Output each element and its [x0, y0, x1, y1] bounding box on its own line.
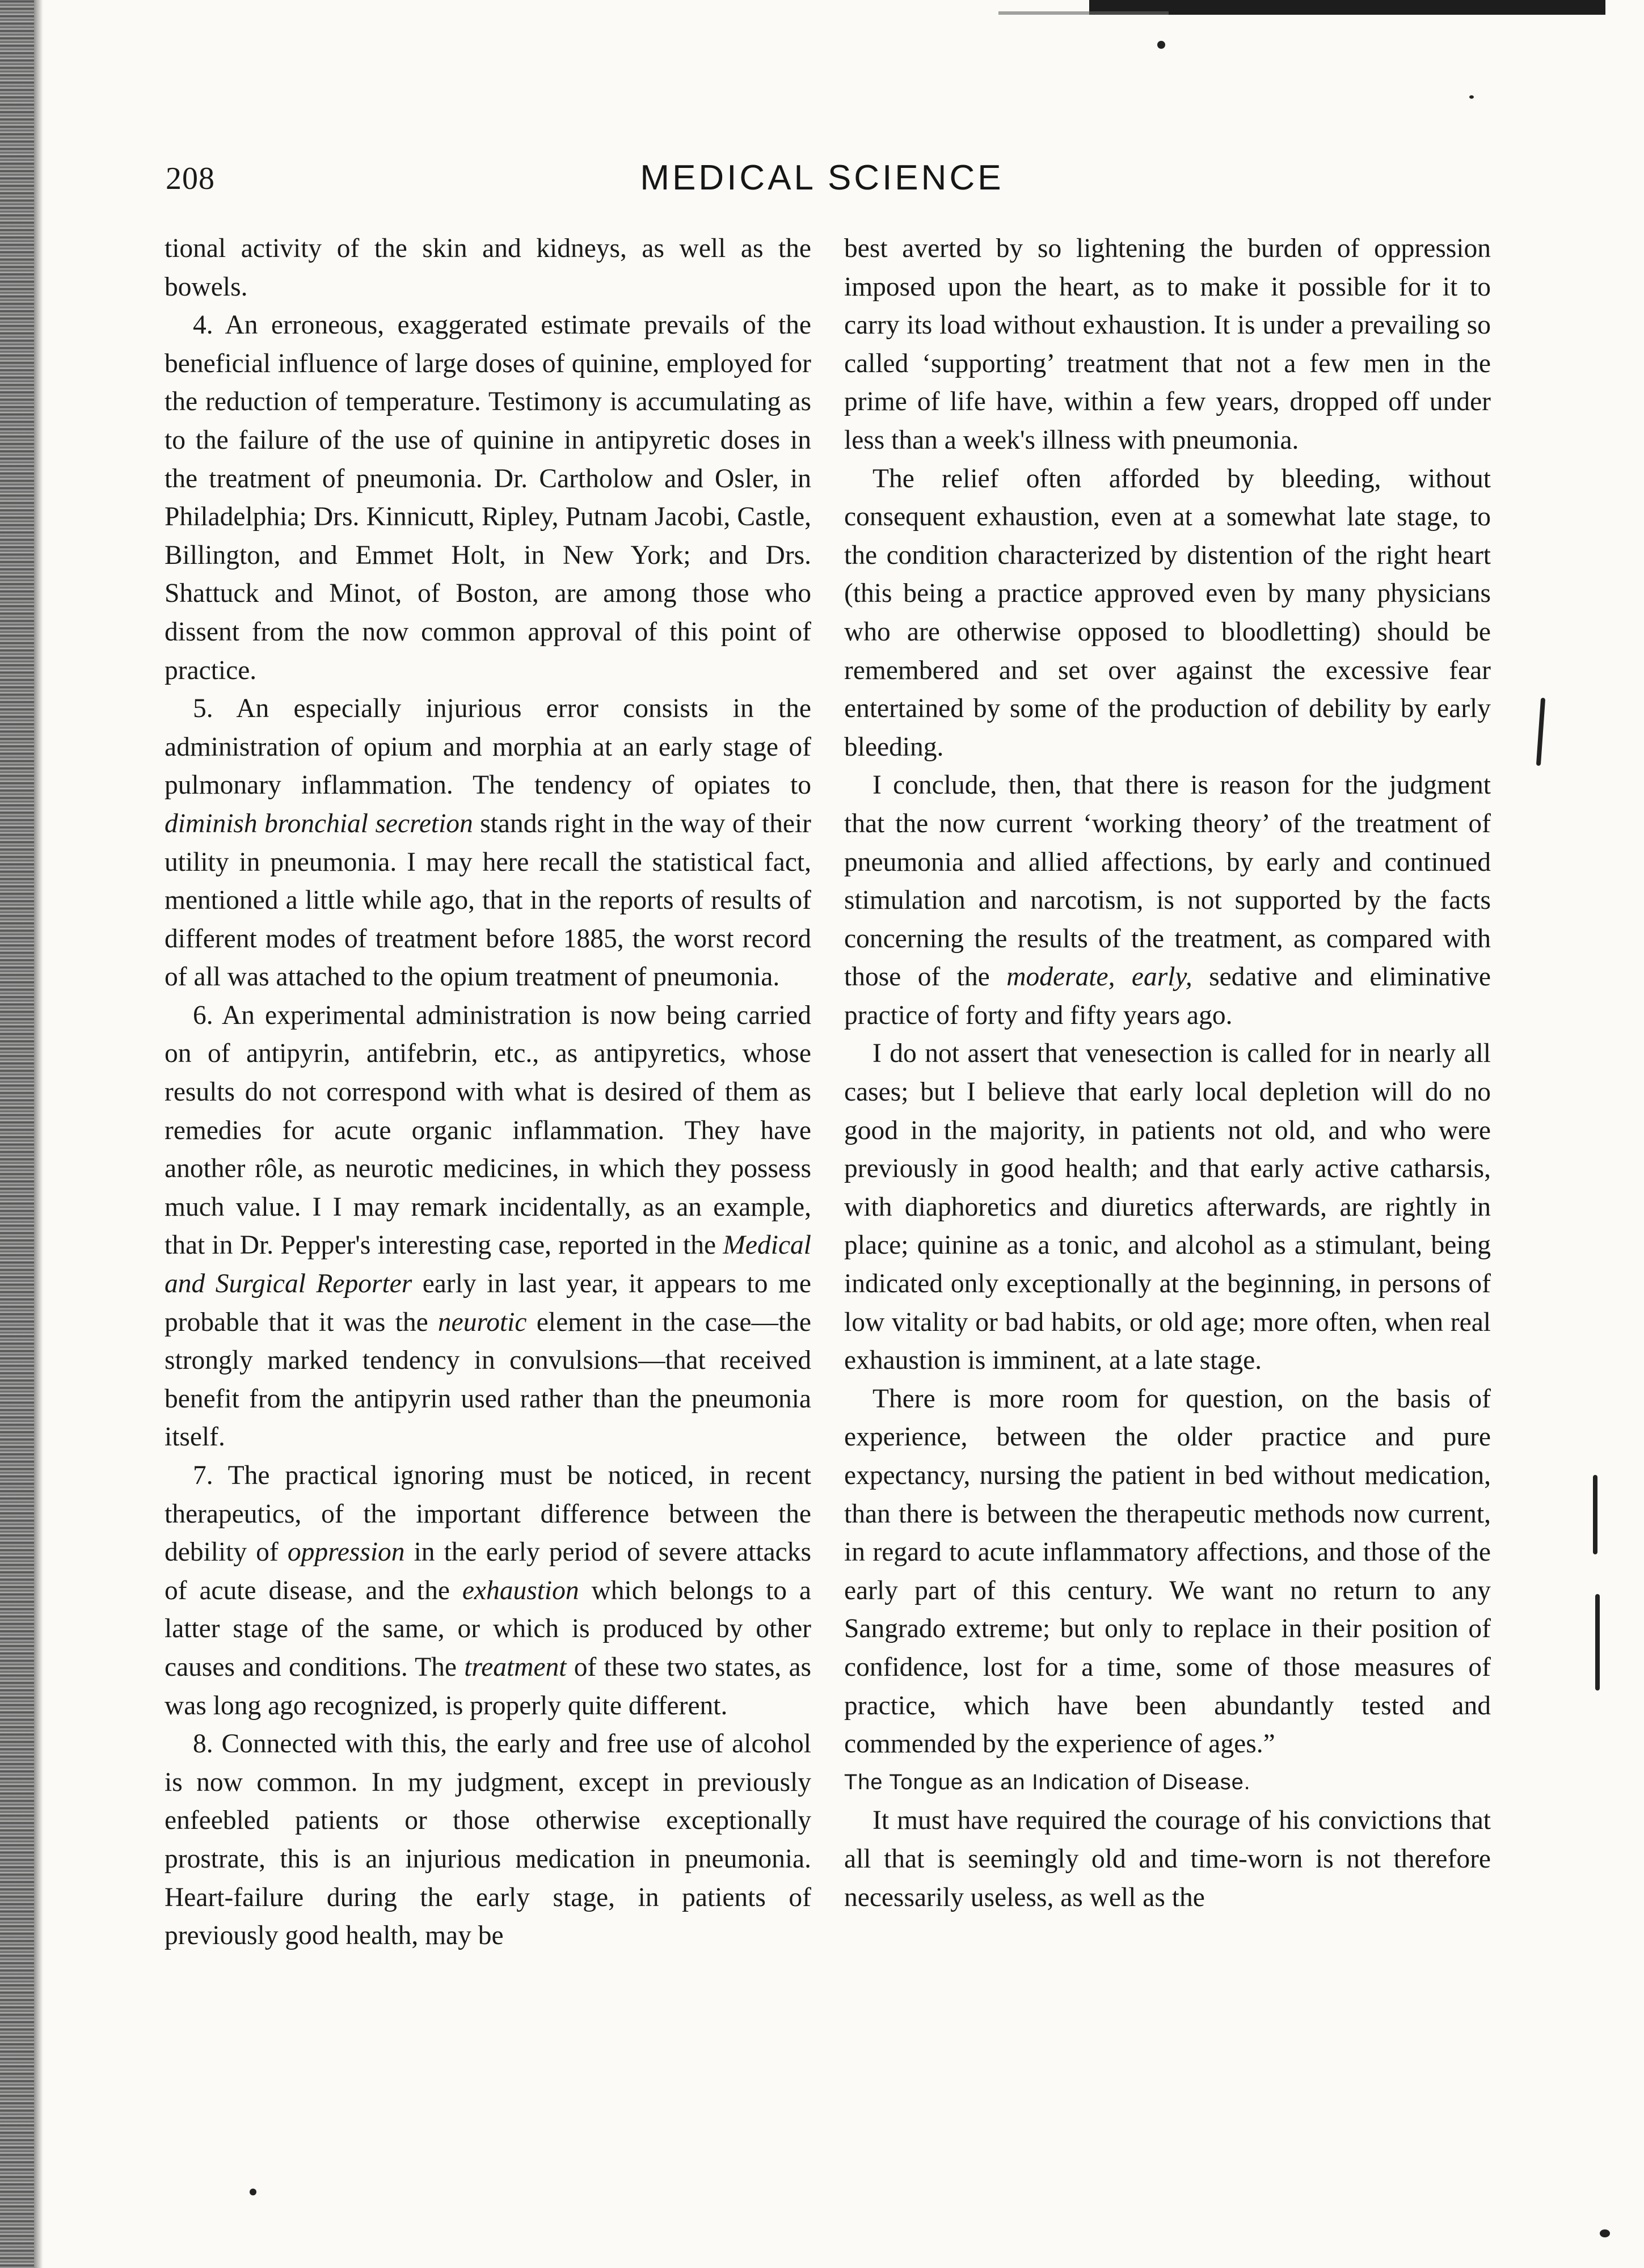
- ink-speck: [250, 2189, 256, 2195]
- text-run: 5. An especially injurious error consists in the administration of opium and morphia at an early stage of pulmonary inflammation. The tendency of opiates to: [165, 694, 811, 800]
- text-run: which belongs to a latter stage of the same, or which is produced by other causes and conditions. The: [165, 1575, 811, 1682]
- text-run: element in the case—the strongly marked tendency in convulsions—that received benefit from the antipyrin used rather than the pneumonia itself.: [165, 1307, 811, 1452]
- ink-speck: [1157, 41, 1165, 49]
- running-head: MEDICAL SCIENCE: [640, 158, 1004, 197]
- paragraph: I do not assert that venesection is called for in nearly all cases; but I believe that early local depletion will do no good in the majority, in patients not old, and who were previously in good health; and that early active catharsis, with diaphoretics and diuretics afterwards, are rightly in place; quinine as a tonic, and alcohol as a stimulant, being indicated only exceptionally at the beginning, in persons of low vitality or bad habits, or old age; more often, when real exhaustion is imminent, at a late stage.: [844, 1039, 1491, 1376]
- top-edge-scan-line: [998, 11, 1169, 15]
- text-run: 7. The practical ignoring must be noticed, in recent therapeutics, of the important difference between the debility of: [165, 1461, 811, 1567]
- paragraph: It must have required the courage of his convictions that all that is seemingly old and time-worn is not therefore necessarily useless, as well as the: [844, 1806, 1491, 1912]
- margin-pencil-mark: [1595, 1594, 1600, 1691]
- text-run: sedative and eliminative practice of forty and fifty years ago.: [844, 962, 1491, 1030]
- text-run: 6. An experimental administration is now being carried on of antipyrin, antifebrin, etc., as antipyretics, whose results do not correspond with what is desired of them as remedies for acute organic inflammation. They have another rôle, as neurotic medicines, in which they possess much value. I I may remark incidentally, as an example, that in Dr. Pepper's interesting case, reported in the: [165, 1000, 811, 1261]
- italic-run: Medical and Surgical Reporter: [165, 1230, 811, 1299]
- text-run: stands right in the way of their utility in pneumonia. I may here recall the statistical fact, mentioned a little while ago, that in the reports of results of different modes of treatment before 1885, the worst record of all was attached to the opium treatment of pneumonia.: [165, 808, 811, 992]
- book-binding-edge: [0, 0, 34, 2268]
- italic-run: diminish bronchial secretion: [165, 808, 473, 838]
- paragraph: 4. An erroneous, exaggerated estimate prevails of the beneficial influence of large doses of quinine, employed for the reduction of temperature. Testimony is accumulating as to the failure of the use of quinine in antipyretic doses in the treatment of pneumonia. Dr. Cartholow and Osler, in Philadelphia; Drs. Kinnicutt, Ripley, Putnam Jacobi, Castle, Billington, and Emmet Holt, in New York; and Drs. Shattuck and Minot, of Boston, are among those who dissent from the now common approval of this point of practice.: [165, 310, 811, 685]
- margin-pencil-mark: [1593, 1475, 1597, 1554]
- paragraph: The relief often afforded by bleeding, without consequent exhaustion, even at a somewhat late stage, to the condition characterized by distention of the right heart (this being a practice approved even by many physicians who are otherwise opposed to bloodletting) should be remembered and set over against the excessive fear entertained by some of the production of debility by early bleeding.: [844, 463, 1491, 762]
- italic-run: oppression: [287, 1537, 405, 1567]
- page-number: 208: [166, 161, 215, 196]
- binding-shadow: [34, 0, 43, 2268]
- right-column: [844, 230, 1491, 1917]
- paragraph: [165, 1457, 811, 1725]
- italic-run: exhaustion: [462, 1575, 579, 1605]
- text-run: in the early period of severe attacks of acute disease, and the: [165, 1537, 811, 1605]
- paragraph: best averted by so lightening the burden of oppression imposed upon the heart, as to make it possible for it to carry its load without exhaustion. It is under a prevailing so called ‘supporting’ treatment that not a few men in the prime of life have, within a few years, dropped off under less than a week's illness with pneumonia.: [844, 234, 1491, 455]
- section-heading: The Tongue as an Indication of Disease.: [844, 1770, 1251, 1794]
- paragraph: [165, 997, 811, 1457]
- paragraph: tional activity of the skin and kidneys, as well as the bowels.: [165, 234, 811, 302]
- left-column: [165, 230, 811, 1955]
- text-run: early in last year, it appears to me probable that it was the: [165, 1269, 812, 1337]
- margin-pencil-mark: [1536, 698, 1545, 766]
- paragraph: 8. Connected with this, the early and free use of alcohol is now common. In my judgment, except in previously enfeebled patients or those otherwise exceptionally prostrate, this is an injurious medication in pneumonia. Heart-failure during the early stage, in patients of previously good health, may be: [165, 1729, 811, 1951]
- paragraph: [844, 766, 1491, 1035]
- paragraph: [165, 690, 811, 997]
- italic-run: moderate, early,: [1006, 962, 1192, 992]
- ink-speck: [1469, 95, 1474, 99]
- italic-run: treatment: [464, 1652, 567, 1682]
- italic-run: neurotic: [437, 1307, 527, 1337]
- paragraph: There is more room for question, on the basis of experience, between the older practice and pure expectancy, nursing the patient in bed without medication, than there is between the therapeutic methods now current, in regard to acute inflammatory affections, and those of the early part of this century. We want no return to any Sangrado extreme; but only to replace in their position of confidence, lost for a time, some of those measures of practice, which have been abundantly tested and commended by the experience of ages.”: [844, 1384, 1491, 1759]
- text-run: of these two states, as was long ago recognized, is properly quite different.: [165, 1652, 812, 1721]
- ink-speck: [1600, 2229, 1610, 2237]
- text-run: I conclude, then, that there is reason for the judgment that the now current ‘working theory’ of the treatment of pneumonia and allied affections, by early and continued stimulation and narcotism, is not supported by the facts concerning the results of the treatment, as compared with those of the: [844, 770, 1491, 992]
